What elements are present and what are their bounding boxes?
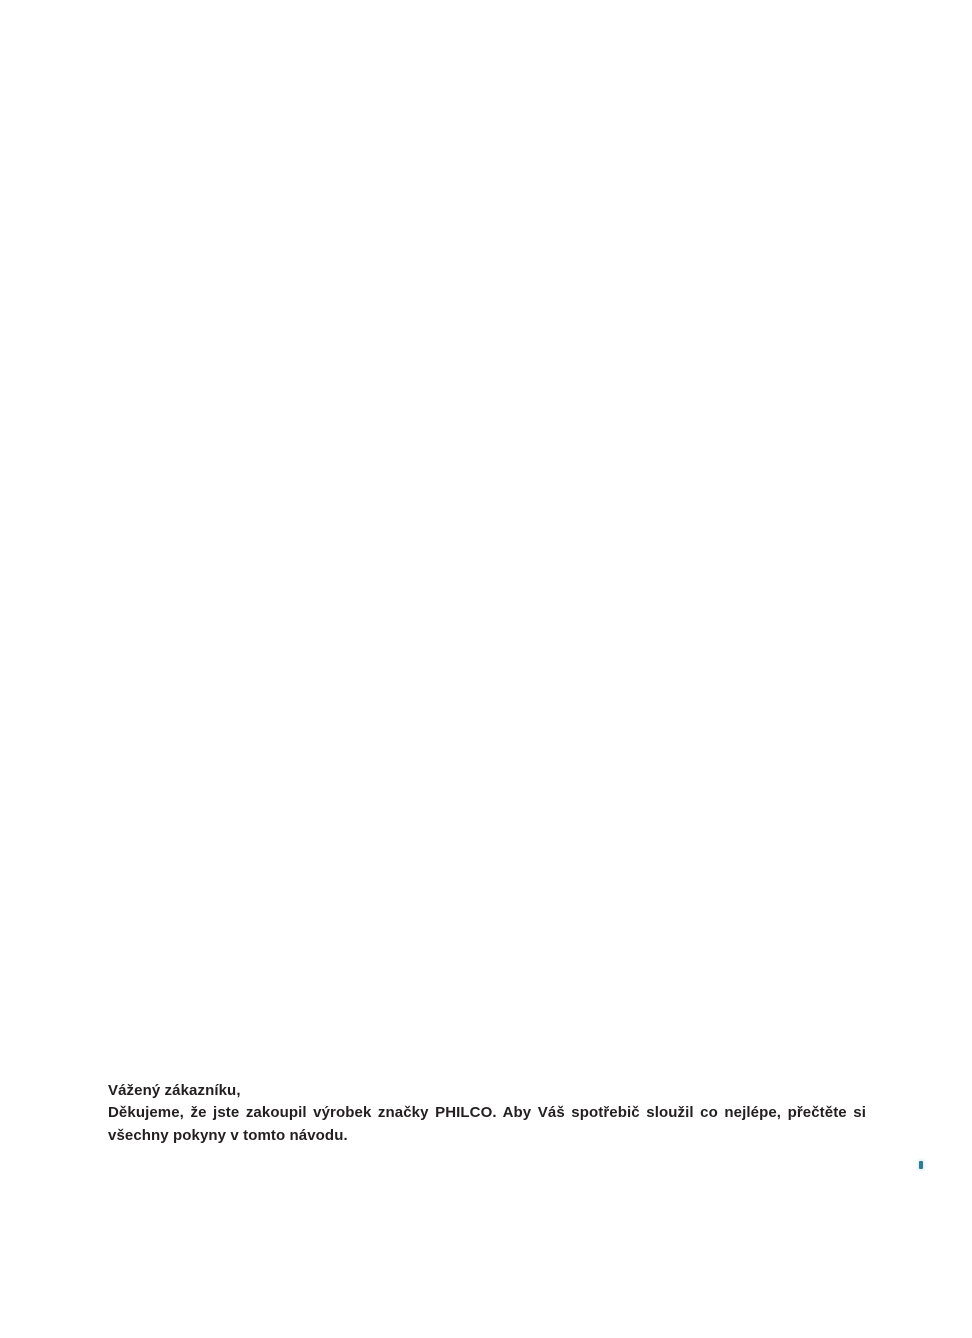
page-corner-mark [919, 1161, 923, 1169]
greeting-paragraph [108, 1080, 866, 1147]
greeting-body-line-1: Děkujeme, že jste zakoupil výrobek značky PHILCO. Aby Váš spotřebič sloužil co nejlépe, přečtěte si [108, 1104, 866, 1122]
greeting-salutation: Vážený zákazníku, [108, 1082, 241, 1099]
greeting-body-line-2: všechny pokyny v tomto návodu. [108, 1126, 348, 1144]
